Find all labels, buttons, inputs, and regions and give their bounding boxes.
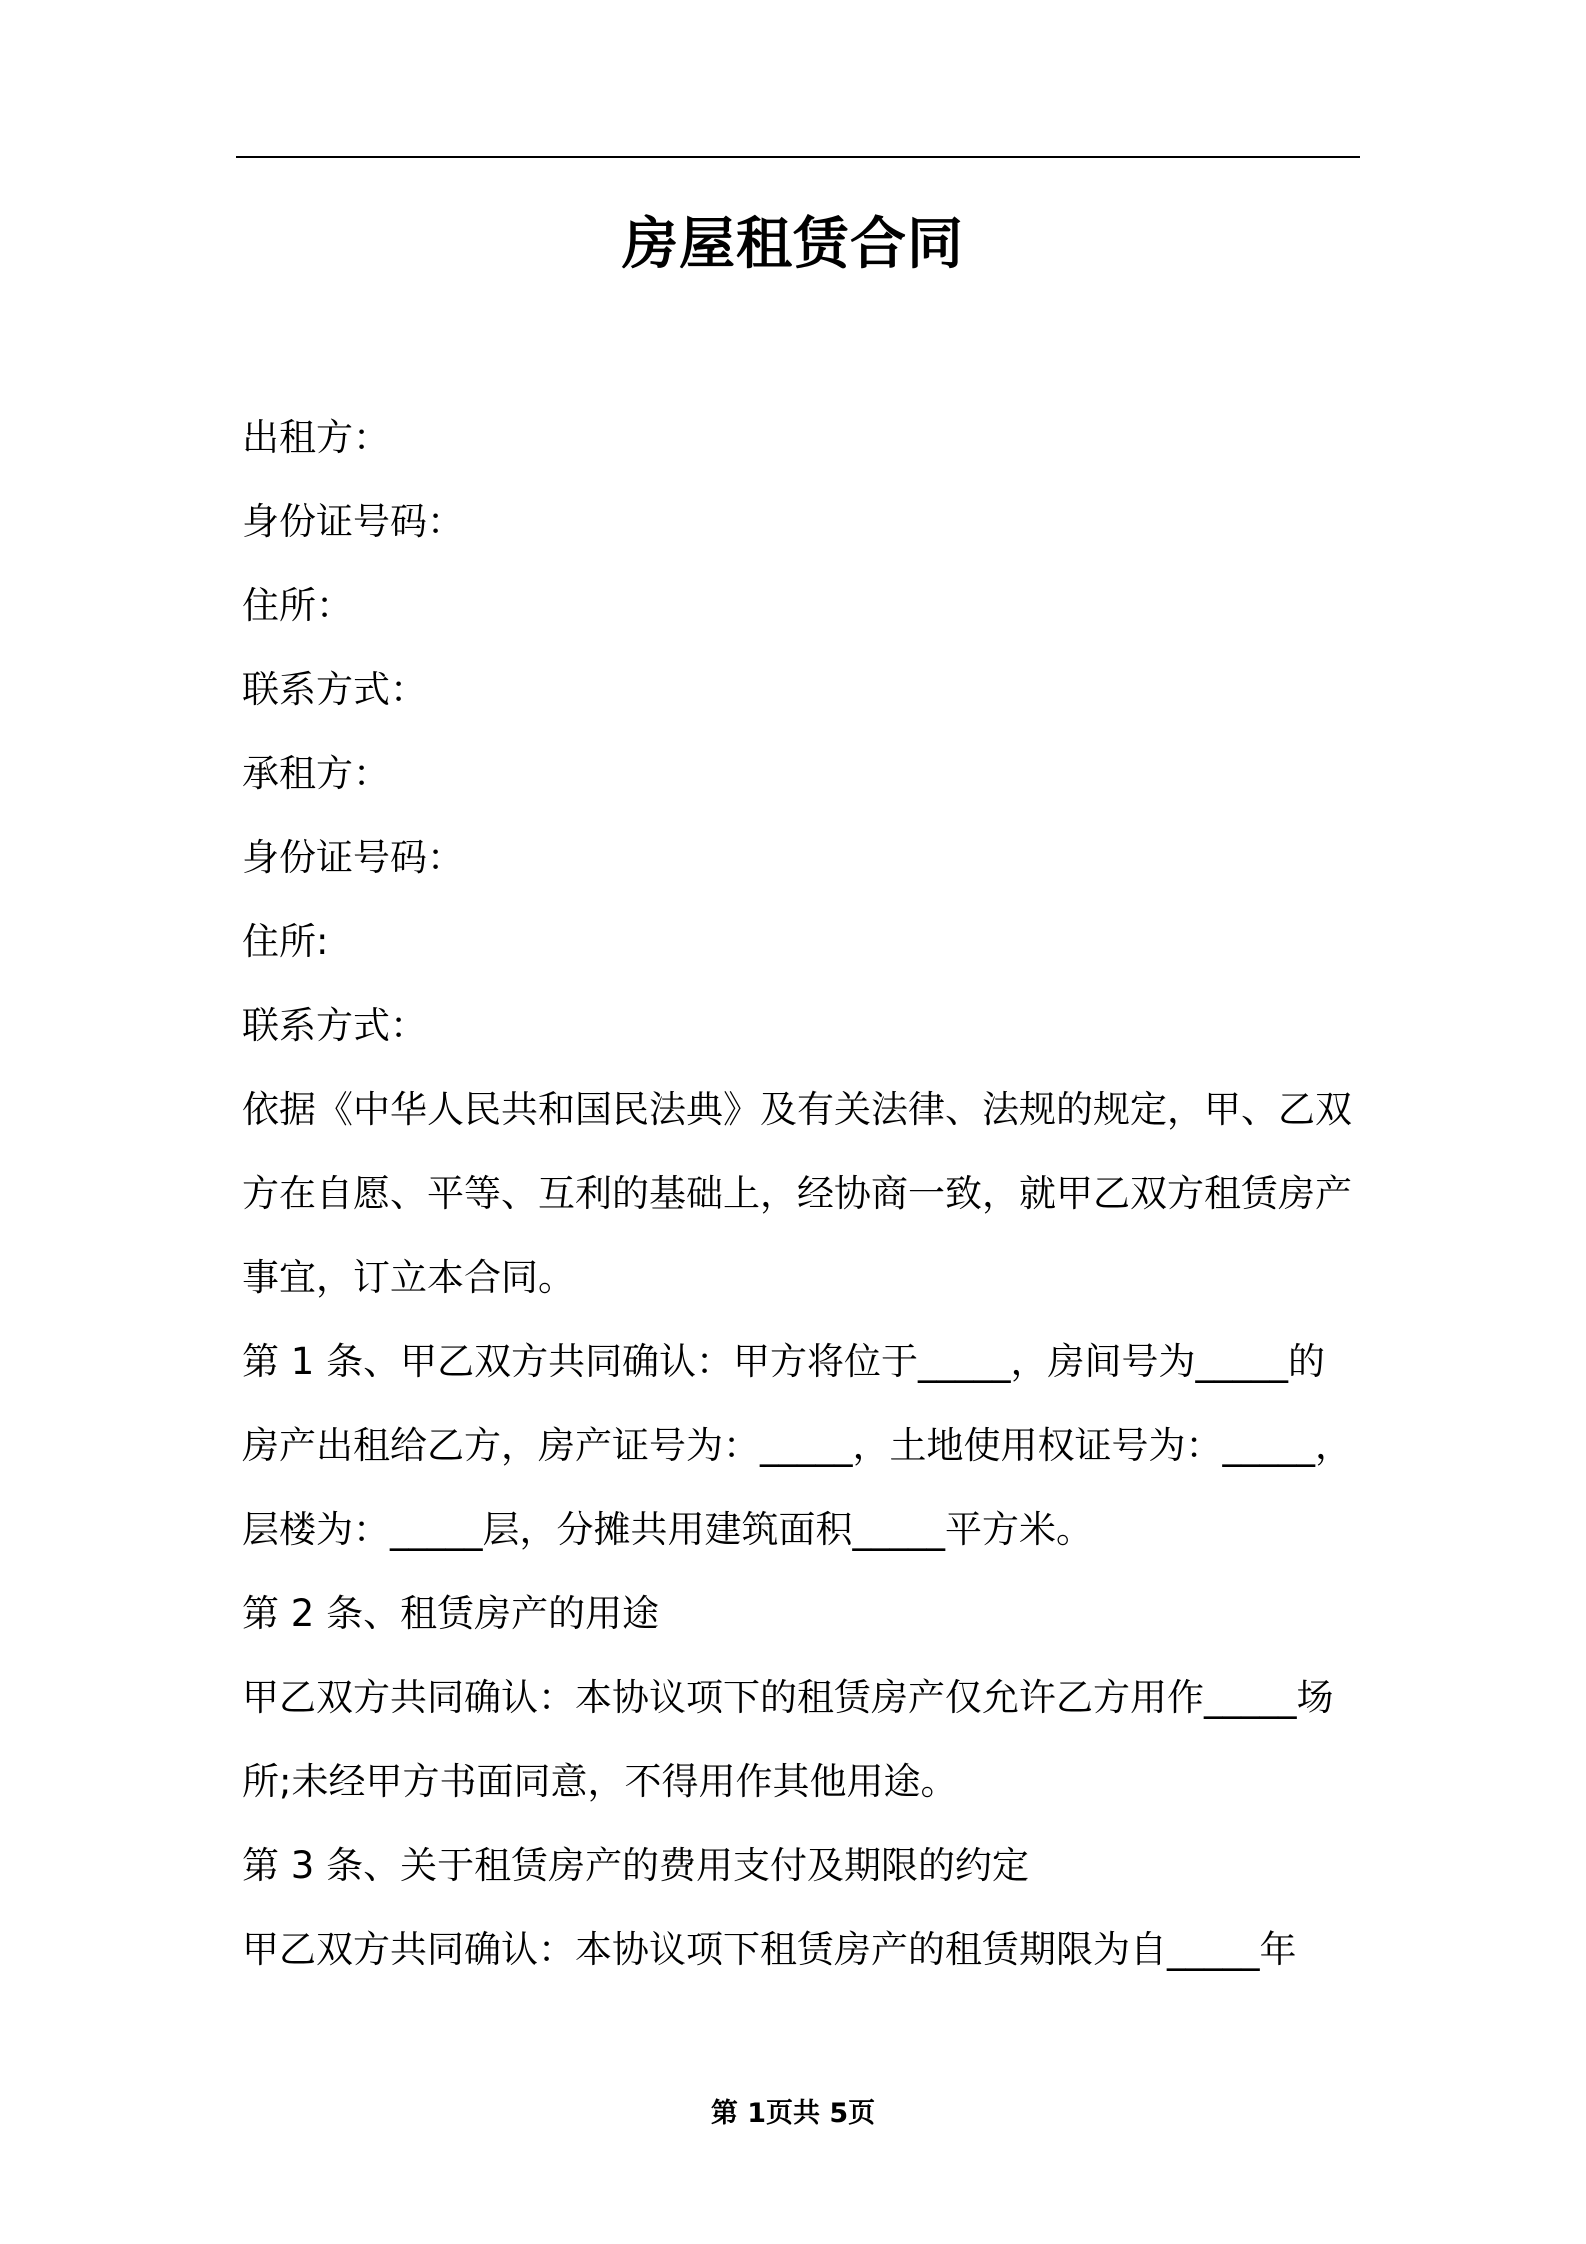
article-1-line: 第 1 条、甲乙双方共同确认：甲方将位于_____，房间号为_____的 — [242, 1340, 1326, 1383]
article-1-line: 房产出租给乙方，房产证号为：_____，土地使用权证号为：_____， — [242, 1424, 1352, 1467]
document-title: 房屋租赁合同 — [622, 212, 964, 277]
article-1-line: 层楼为：_____层，分摊共用建筑面积_____平方米。 — [242, 1508, 1093, 1551]
lessee-name-field: 承租方： — [242, 752, 390, 795]
page-indicator: 第 1页共 5页 — [710, 2098, 876, 2129]
lessee-address-field: 住所: — [242, 920, 329, 963]
lessor-id-field: 身份证号码： — [242, 500, 464, 543]
preamble-line: 事宜，订立本合同。 — [242, 1256, 575, 1299]
lessor-contact-field: 联系方式： — [242, 668, 427, 711]
header-rule — [236, 156, 1360, 158]
lessee-id-field: 身份证号码： — [242, 836, 464, 879]
article-2-line: 甲乙双方共同确认：本协议项下的租赁房产仅允许乙方用作_____场 — [242, 1676, 1334, 1719]
article-3-line: 甲乙双方共同确认：本协议项下租赁房产的租赁期限为自_____年 — [242, 1928, 1297, 1971]
document-body — [242, 396, 1372, 1992]
lessee-contact-field: 联系方式： — [242, 1004, 427, 1047]
article-2-line: 所;未经甲方书面同意，不得用作其他用途。 — [242, 1760, 958, 1803]
lessor-address-field: 住所： — [242, 584, 353, 627]
preamble-line: 方在自愿、平等、互利的基础上，经协商一致，就甲乙双方租赁房产 — [242, 1172, 1352, 1215]
lessor-name-field: 出租方： — [242, 416, 390, 459]
preamble-line: 依据《中华人民共和国民法典》及有关法律、法规的规定，甲、乙双 — [242, 1088, 1352, 1131]
article-3-heading: 第 3 条、关于租赁房产的费用支付及期限的约定 — [242, 1844, 1030, 1887]
article-2-heading: 第 2 条、租赁房产的用途 — [242, 1592, 660, 1635]
